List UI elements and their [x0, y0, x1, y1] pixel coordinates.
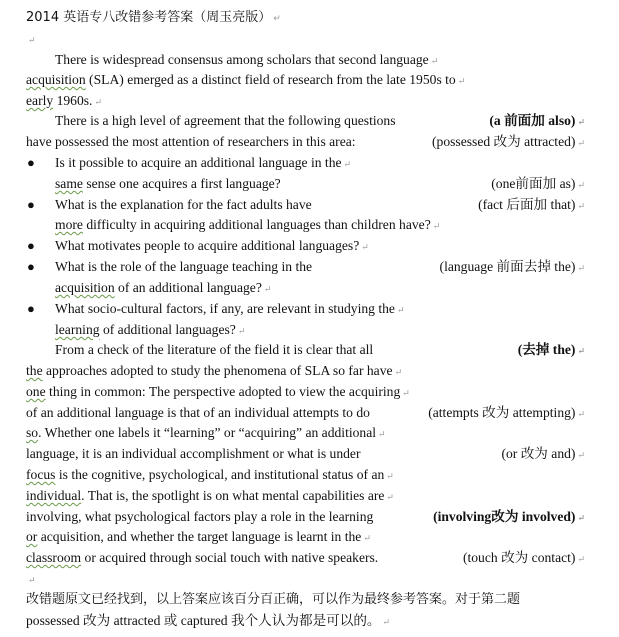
spellcheck-word[interactable]: learning — [55, 322, 100, 337]
document-title — [0, 8, 619, 28]
line-content: . Whether one labels it “learning” or “acquiring” an additional — [38, 425, 377, 440]
line-content: thing in common: The perspective adopted to view the acquiring — [45, 384, 401, 399]
line-text[interactable] — [26, 8, 281, 29]
text-line — [0, 195, 619, 215]
line-content: 2014 英语专八改错参考答案（周玉亮版） — [26, 10, 272, 25]
spellcheck-word[interactable]: the — [26, 363, 43, 378]
line-content: difficulty in acquiring additional languages than children have? — [82, 217, 431, 232]
spellcheck-word[interactable]: same — [55, 176, 83, 191]
spellcheck-word[interactable]: focus — [26, 467, 56, 482]
line-text[interactable] — [26, 569, 36, 590]
correction-note: (one前面加 as) ↵ — [491, 174, 585, 195]
line-content: 1960s. — [53, 93, 93, 108]
line-content: There is widespread consensus among scholars that second language — [55, 52, 429, 67]
line-content: approaches adopted to study the phenomena of SLA so far have — [42, 363, 393, 378]
line-text[interactable] — [55, 153, 351, 174]
line-content: What motivates people to acquire additional languages? — [55, 238, 360, 253]
bullet-icon: ● — [27, 238, 35, 253]
text-line — [0, 340, 619, 360]
text-line — [0, 361, 619, 381]
text-line — [0, 236, 619, 256]
text-line — [0, 278, 619, 298]
line-text[interactable] — [26, 361, 402, 382]
bullet-icon: ● — [27, 259, 35, 274]
line-text[interactable] — [26, 423, 386, 444]
correction-note: (or 改为 and) ↵ — [501, 444, 585, 465]
line-text[interactable] — [55, 320, 245, 341]
text-line — [0, 507, 619, 527]
line-text[interactable] — [26, 527, 371, 548]
line-text[interactable] — [26, 590, 520, 610]
line-content: of an additional language? — [114, 280, 262, 295]
correction-note: (language 前面去掉 the) ↵ — [440, 257, 585, 278]
line-content: language, it is an individual accomplishment or what is under — [26, 446, 361, 461]
spellcheck-word[interactable]: or — [26, 529, 38, 544]
line-content: There is a high level of agreement that the following questions — [55, 113, 396, 128]
line-content: possessed 改为 attracted 或 captured 我个人认为都是可以的。 — [26, 613, 381, 628]
text-line — [0, 29, 619, 49]
text-line — [0, 111, 619, 131]
bullet-icon: ● — [27, 301, 35, 316]
text-line — [0, 548, 619, 568]
text-line — [0, 423, 619, 443]
text-line — [0, 215, 619, 235]
line-content: Is it possible to acquire an additional language in the — [55, 155, 342, 170]
correction-note: (a 前面加 also) ↵ — [489, 111, 585, 132]
correction-note: (touch 改为 contact) ↵ — [463, 548, 585, 569]
text-line — [0, 444, 619, 464]
line-content: involving, what psychological factors play a role in the learning — [26, 509, 374, 524]
spellcheck-word[interactable]: more — [55, 217, 83, 232]
line-text[interactable] — [55, 174, 281, 194]
line-text[interactable] — [55, 236, 369, 257]
line-content: What is the role of the language teaching in the — [55, 259, 313, 274]
text-line — [0, 403, 619, 423]
correction-note: (possessed 改为 attracted) ↵ — [432, 132, 585, 153]
line-text[interactable] — [55, 111, 396, 131]
line-text[interactable] — [26, 403, 370, 423]
line-content: What is the explanation for the fact adults have — [55, 197, 312, 212]
line-content: is the cognitive, psychological, and institutional status of an — [55, 467, 385, 482]
line-text[interactable] — [55, 278, 271, 299]
text-line — [0, 320, 619, 340]
text-line — [0, 527, 619, 547]
line-text[interactable] — [55, 195, 312, 215]
text-line — [0, 70, 619, 90]
text-line — [0, 257, 619, 277]
text-line — [0, 382, 619, 402]
line-text[interactable] — [26, 611, 390, 632]
line-content: What socio-cultural factors, if any, are relevant in studying the — [55, 301, 395, 316]
line-text[interactable] — [26, 507, 373, 527]
line-content: acquisition, and whether the target language is learnt in the — [37, 529, 362, 544]
spellcheck-word[interactable]: individual — [26, 488, 82, 503]
spellcheck-word[interactable]: one — [26, 384, 46, 399]
correction-note: (involving改为 involved) ↵ — [433, 507, 585, 528]
line-content: (SLA) emerged as a distinct field of research from the late 1950s to — [85, 72, 456, 87]
text-line — [0, 50, 619, 70]
text-line — [0, 590, 619, 610]
correction-note: (fact 后面加 that) ↵ — [478, 195, 585, 216]
line-text[interactable] — [55, 257, 312, 277]
text-line — [0, 132, 619, 152]
line-content: of additional languages? — [99, 322, 236, 337]
text-line — [0, 174, 619, 194]
line-text[interactable] — [26, 486, 394, 507]
line-text[interactable] — [55, 340, 373, 360]
line-content: or acquired through social touch with native speakers. — [81, 550, 379, 565]
spellcheck-word[interactable]: acquisition — [55, 280, 115, 295]
line-text[interactable] — [55, 50, 438, 71]
spellcheck-word[interactable]: classroom — [26, 550, 82, 565]
text-line — [0, 299, 619, 319]
line-text[interactable] — [55, 299, 405, 320]
line-content: From a check of the literature of the field it is clear that all — [55, 342, 374, 357]
text-line — [0, 569, 619, 589]
text-line — [0, 611, 619, 631]
line-text[interactable] — [26, 444, 360, 464]
line-text[interactable] — [26, 29, 36, 50]
text-line — [0, 91, 619, 111]
line-text[interactable] — [26, 382, 410, 403]
line-content: have possessed the most attention of researchers in this area: — [26, 134, 356, 149]
bullet-icon: ● — [27, 197, 35, 212]
line-content: . That is, the spotlight is on what mental capabilities are — [81, 488, 385, 503]
spellcheck-word[interactable]: early — [26, 93, 54, 108]
correction-note: (attempts 改为 attempting) ↵ — [428, 403, 585, 424]
text-line — [0, 486, 619, 506]
line-text[interactable] — [26, 70, 465, 91]
line-text[interactable] — [55, 215, 440, 236]
line-text[interactable] — [26, 132, 356, 152]
correction-note: (去掉 the) ↵ — [518, 340, 585, 361]
line-text[interactable] — [26, 91, 102, 112]
spellcheck-word[interactable]: so — [26, 425, 39, 440]
line-text[interactable] — [26, 465, 394, 486]
line-text[interactable] — [26, 548, 378, 568]
line-content: sense one acquires a first language? — [82, 176, 281, 191]
text-line — [0, 153, 619, 173]
spellcheck-word[interactable]: acquisition — [26, 72, 86, 87]
line-content: of an additional language is that of an individual attempts to do — [26, 405, 370, 420]
bullet-icon: ● — [27, 155, 35, 170]
text-line — [0, 465, 619, 485]
line-content: 改错题原文已经找到，以上答案应该百分百正确，可以作为最终参考答案。对于第二题 — [26, 592, 521, 607]
